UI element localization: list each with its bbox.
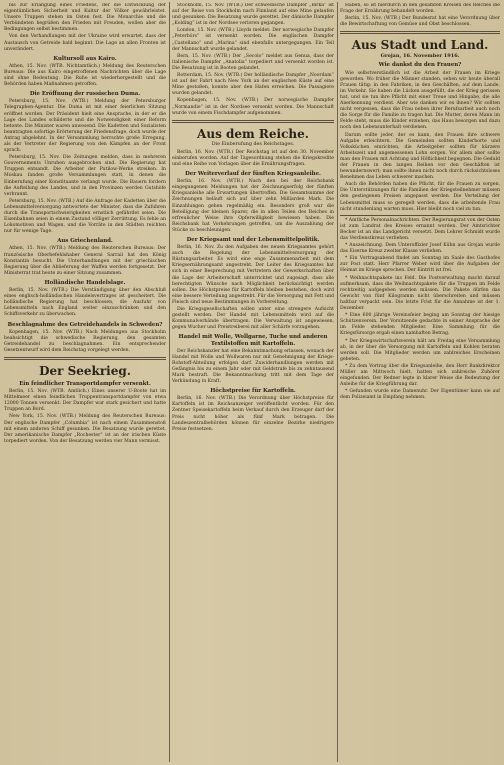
divider <box>172 120 334 123</box>
article-text: New York, 15. Nov. (WTB.) Meldung des Reuterschen Bureaus: Der englische Dampfer „Columbia“ ist nach einem Zusammenstoß mit einem anderen Schiff gesunken. Die Besatzung wurde gerettet. Der amerikanische Dampfer „Rochester“ ist an der irischen Küste torpediert worden. Von der Besatzung werden vier Mann vermisst. <box>4 414 166 444</box>
article-text: Wie selbstverständlich ist die Arbeit der Frauen im Kriege geworden. Wo früher die Männer standen, sehen wir heute überall Frauen tätig: in den Fabriken, in den Geschäften, auf dem Lande, im Verkehr. Sie haben die Lücken ausgefüllt, die der Krieg gerissen hat, und sie tun ihre Pflicht mit einer Treue und Hingabe, die alle Anerkennung verdient. Aber wie danken wir es ihnen? Wir sollten nicht vergessen, dass die Frau neben ihrer Berufsarbeit auch noch die Sorge für die Familie zu tragen hat. Die Mutter, deren Mann im Felde steht, muss die Kinder erziehen, das Haus besorgen und dazu noch den Lebensunterhalt verdienen. <box>340 70 500 131</box>
article-text: London, 15. Nov. (WTB.) Lloyds meldet: Der norwegische Dampfer „Peterbörs“ ist versenkt worden. Die englischen Dampfer „Castellano“ und „Marina“ sind ebenfalls untergegangen. Ein Teil der Mannschaft wurde gelandet. <box>172 28 334 52</box>
article-text: Berlin, 16. Nov. Zu den Aufgaben des neuen Kriegsamtes gehört auch die Regelung der Lebensmittelversorgung der Rüstungsarbeiter. Es wird eine enge Zusammenarbeit mit dem Kriegsernährungsamt angestrebt. Der Leiter des Kriegsamtes hat sich in einer Besprechung mit Vertretern der Gewerkschaften über die Lage der Arbeiterschaft unterrichtet und zugesagt, dass alle berechtigten Wünsche nach Möglichkeit berücksichtigt werden sollen. Die Höchstpreise für Kartoffeln bleiben bestehen, doch wird eine bessere Verteilung angestrebt. Für die Versorgung mit Fett und Fleisch sind neue Bestimmungen in Vorbereitung. <box>172 245 334 305</box>
section-heading: Holländische Handelslage. <box>44 279 126 286</box>
column-rule <box>337 2 338 762</box>
column-left <box>4 3 166 761</box>
section-heading: Der Weiterverlauf der fünften Kriegsanleihe. <box>185 171 321 178</box>
divider <box>340 31 500 34</box>
section-title: Der Seekrieg. <box>39 363 131 378</box>
article-text: Die Kriegsgesellschaften sollen unter eine strengere Aufsicht gestellt werden. Der Handel mit Lebensmitteln wird auf die Kommunalverbände übertragen. Die Verwaltung ist angewiesen, gegen Wucher und Preistreiberei mit aller Schärfe vorzugehen. <box>172 307 334 331</box>
article-text: Von den Verhandlungen mit der Ukraine wird erwartet, dass der Austausch von Getreide bald beginnt. Die Lage an allen Fronten ist unverändert. <box>4 34 166 52</box>
section-heading: Beschlagnahme des Getreidehandels in Schweden? <box>7 321 163 328</box>
article-text: Athen, 15. Nov. (WTB.) Meldung des Reuterschen Bureaus: Der französische Oberbefehlshaber General Sarrail hat den König Konstantin besucht. Die Unterhandlungen mit der griechischen Regierung über die Ablieferung der Waffen werden fortgesetzt. Der Ministerrat trat heute zu einer Sitzung zusammen. <box>4 246 166 276</box>
section-heading: Wie dankst du den Frauen? <box>378 62 462 69</box>
section-heading: Ein feindlicher Transportdampfer versenkt. <box>19 380 151 387</box>
column-middle <box>172 3 334 761</box>
section-title: Aus dem Reiche. <box>197 126 309 141</box>
section-heading: Aus Griechenland. <box>57 238 113 245</box>
article-text: Stockholm, 15. Nov. (WTB.) Der schwedische Dampfer „Birka“ ist auf der Reise von Stockholm nach Finnland auf eine Mine gelaufen und gesunken. Die Besatzung wurde gerettet. Der dänische Dampfer „Kolding“ ist in der Nordsee verloren gegangen. <box>172 3 334 27</box>
divider <box>340 215 500 216</box>
column-rule <box>169 2 170 762</box>
article-text: Darum sollte jeder, der es kann, den Frauen ihre schwere Aufgabe erleichtern. Die Gemeinden sollten Kinderhorte und Volksküchen einrichten, die Arbeitgeber sollten für kürzere Arbeitszeit und angemessenen Lohn sorgen. Vor allem aber sollte man den Frauen mit Achtung und Höflichkeit begegnen. Die Geduld der Frauen in den langen Reihen vor den Geschäften ist bewundernswert; man sollte ihnen nicht noch durch rücksichtsloses Benehmen das Leben schwerer machen. <box>340 132 500 181</box>
section-heading: Die Eröffnung der russischen Duma. <box>29 91 141 98</box>
article-text: Berlin, 15. Nov. (WTB.) Der Bundesrat hat eine Verordnung über die Bewirtschaftung von Gemüse und Obst beschlossen. <box>340 16 500 28</box>
article-text: Der Reichskanzler hat eine Bekanntmachung erlassen, wonach der Handel mit Wolle und Wollwaren nur mit Genehmigung der Kriegs-Rohstoff-Abteilung erfolgen darf. Zuwiderhandlungen werden mit Gefängnis bis zu einem Jahr oder mit Geldstrafe bis zu zehntausend Mark bestraft. Die Bekanntmachung tritt mit dem Tage der Verkündung in Kraft. <box>172 348 334 385</box>
article-text: Berlin, 16. Nov. (WTB.) Der Reichstag ist auf den 30. November einberufen worden. Auf der Tagesordnung stehen die Kriegskredite und eine Reihe von Vorlagen über die Ernährungsfragen. <box>172 149 334 167</box>
section-heading: Handel mit Wolle, Wollgarne, Tuche und anderen Textilstoffen mit Kartoffeln. <box>178 334 328 347</box>
article-text: Auch die Behörden haben die Pflicht, für die Frauen zu sorgen. Die Unterstützungen für die Familien der Kriegsteilnehmer müssen den gestiegenen Preisen angepasst werden. Die Verteilung der Lebensmittel muss so geregelt werden, dass die arbeitende Frau nicht stundenlang warten muss. Hier bleibt noch viel zu tun. <box>340 182 500 212</box>
article-text: Rotterdam, 15. Nov. (WTB.) Der holländische Dampfer „Noordam“ ist auf der Fahrt nach New York an der englischen Küste auf eine Mine gestoßen, konnte aber den Hafen erreichen. Die Passagiere wurden gelandet. <box>172 73 334 97</box>
article-text: Haben, so ist hierdurch in den gesamten Kreisen des Reiches die Frage der Ernährung behandelt worden. <box>340 3 500 15</box>
news-item: * Der Kriegswirtschaftsverein hält am Freitag eine Versammlung ab, in der über die Versorgung mit Kartoffeln und Kohlen beraten werden soll. Die Mitglieder werden um zahlreiches Erscheinen gebeten. <box>340 338 500 362</box>
article-text: Petersburg, 15. Nov. (WTB.) Auf die Anfrage der Kadetten über die Lebensmittelversorgung antwortete der Minister, dass die Zufuhren durch die Transportschwierigkeiten ernstlich gefährdet seien. Die Eisenbahnen seien in einem Zustand völliger Zerrüttung. Es fehle an Lokomotiven und Wagen, und die Vorräte in den Städten reichten nur für wenige Tage. <box>4 198 166 235</box>
dateline: Grojan, 16. November 1916. <box>380 53 460 60</box>
divider <box>4 357 166 360</box>
article-text: Kopenhagen, 15. Nov. (WTB.) Nach Meldungen aus Stockholm beabsichtigt die schwedische Regierung, den gesamten Getreidehandel zu beschlagnahmen. Ein entsprechender Gesetzentwurf wird dem Reichstag vorgelegt werden. <box>4 329 166 353</box>
section-heading: Kultursoll aus Kairo. <box>53 55 117 62</box>
article-text: Athen, 15. Nov. (WTB. Nichtamtlich.) Meldung des Reuterschen Bureaus: Die aus Kairo eingetroffenen Nachrichten über die Lage sind ohne Bedeutung. Die Ruhe ist wiederhergestellt und die Behörden haben Maßnahmen getroffen. <box>4 63 166 88</box>
article-text: Berlin, 16. Nov. (WTB.) Die Verordnung über Höchstpreise für Kartoffeln ist im Reichsanzeiger veröffentlicht worden. Für den Zentner Speisekartoffeln beim Verkauf durch den Erzeuger darf der Preis nicht höher als fünf Mark betragen. Die Landeszentralbehörden können für einzelne Bezirke niedrigere Preise festsetzen. <box>172 396 334 432</box>
news-item: * Gefunden wurde eine Damenuhr. Der Eigentümer kann sie auf dem Polizeiamt in Empfang nehmen. <box>340 389 500 401</box>
column-right <box>340 3 500 761</box>
article-text: Petersburg, 15. Nov. (WTB.) Meldung der Petersburger Telegraphen-Agentur. Die Duma ist mit einer feierlichen Sitzung eröffnet worden. Der Präsident hielt eine Ansprache, in der er die Lage des Landes schilderte und die Notwendigkeit einer Reform betonte. Die Minister waren anwesend. Die Kadetten und Sozialisten beantragten sofortige Erörterung der Friedensfrage, doch wurde der Antrag abgelehnt. In der Versammlung herrschte große Erregung, als der Vertreter der Regierung von den Kämpfen an der Front sprach. <box>4 99 166 154</box>
section-title: Aus Stadt und Land. <box>351 38 489 53</box>
news-item: * Zu dem Vortrag über die Kriegsanleihe, den Herr Bankdirektor Müller am Mittwoch hielt, hatten sich zahlreiche Zuhörer eingefunden. Der Redner legte in klarer Weise die Bedeutung der Anleihe für die Kriegführung dar. <box>340 363 500 388</box>
news-item: * Auszeichnung. Dem Unteroffizier Josef Kühn aus Grojan wurde das Eiserne Kreuz zweiter Klasse verliehen. <box>340 243 500 255</box>
article-text: Kopenhagen, 15. Nov. (WTB.) Der norwegische Dampfer „Normandie“ ist in der Nordsee versenkt worden. Die Mannschaft wurde von einem Fischdampfer aufgenommen. <box>172 98 334 116</box>
section-heading: Höchstpreise für Kartoffeln. <box>210 388 296 395</box>
article-text: Berlin, 15. Nov. (WTB. Amtlich.) Eines unserer U-Boote hat im Mittelmeer einen feindlichen Truppentransportdampfer von etwa 12000 Tonnen versenkt. Der Dampfer war stark gesichert und hatte Truppen an Bord. <box>4 389 166 413</box>
article-text: Berlin, 15. Nov. (WTB.) Die Verständigung über den Abschluß eines englisch-holländischen Handelsvertrages ist gescheitert. Die holländische Regierung hat beschlossen, die Ausfuhr von Lebensmitteln nach England weiter einzuschränken und den Schiffsverkehr zu überwachen. <box>4 288 166 318</box>
news-item: * Amtliche Personalnachrichten. Der Regierungsrat von der Osten ist zum Landrat des Kreises ernannt worden. Der Amtsrichter Becker ist an das Landgericht versetzt. Dem Lehrer Schmidt wurde das Verdienstkreuz verliehen. <box>340 217 500 241</box>
section-heading: Der Kriegsamt und der Lebensmittelpolitik. <box>186 237 320 243</box>
section-subtitle: Die Einberufung des Reichstages. <box>211 141 295 147</box>
article-text: Petersburg, 15. Nov. Die Zeitungen melden, dass in mehreren Gouvernements Unruhen ausgebrochen sind. Die Regierung hat Truppen entsandt. Die Arbeiter der Putilow-Werke streiken. In Moskau fanden große Versammlungen statt, in denen die Einberufung einer Konstituante verlangt wurde. Die Bauern fordern die Aufteilung des Landes, und in den Provinzen werden Gutshöfe verbrannt. <box>4 155 166 197</box>
news-item: * Ein Vortragsabend findet am Sonntag im Saale des Gasthofes zur Post statt. Herr Pfarrer Weber wird über die Aufgaben der Heimat im Kriege sprechen. Der Eintritt ist frei. <box>340 256 500 274</box>
news-item: * Weihnachtspakete ins Feld. Die Postverwaltung macht darauf aufmerksam, dass die Weihnachtspakete für die Truppen im Felde rechtzeitig aufgegeben werden müssen. Die Pakete dürfen das Gewicht von fünf Kilogramm nicht überschreiten und müssen haltbar verpackt sein. Die letzte Frist für die Annahme ist der 1. Dezember. <box>340 275 500 312</box>
article-text: Bern, 15. Nov. (WTB.) Der „Secolo“ meldet aus Genua, dass der italienische Dampfer „Anatolia“ torpediert und versenkt worden ist. Die Besatzung ist in Booten gelandet. <box>172 53 334 71</box>
article-text: Berlin, 16. Nov. (WTB.) Nach den bei der Reichsbank eingegangenen Meldungen hat der Zeichnungserfolg der fünften Kriegsanleihe alle Erwartungen übertroffen. Die Gesamtsumme der Zeichnungen beläuft sich auf über zehn Milliarden Mark. Die Einzahlungen gehen regelmäßig ein. Besonders groß war die Beteiligung der kleinen Sparer, die in allen Teilen des Reiches in erfreulicher Weise ihre Opferwilligkeit bewiesen haben. Die Reichsbank hat Vorkehrungen getroffen, um die Auszahlung der Stücke zu beschleunigen. <box>172 179 334 233</box>
news-item: * Eine 600 jährige Vereinsfeier beging am Sonntag der hiesige Schützenverein. Der Vorsitzende gedachte in seiner Ansprache der im Felde stehenden Mitglieder. Eine Sammlung für die Kriegsfürsorge ergab einen namhaften Betrag. <box>340 313 500 337</box>
article-text: bis zur Erlangung eines Friedens, der die Entwicklung der eigentümlichen Sicherheit und Kultur der Völker gewährleistet. Unsere Truppen stehen im Osten fest. Die Monarchie und die Verbündeten begrüßen den Frieden mit Freuden, wollen aber die Bedingungen selbst bestimmen. <box>4 3 166 33</box>
